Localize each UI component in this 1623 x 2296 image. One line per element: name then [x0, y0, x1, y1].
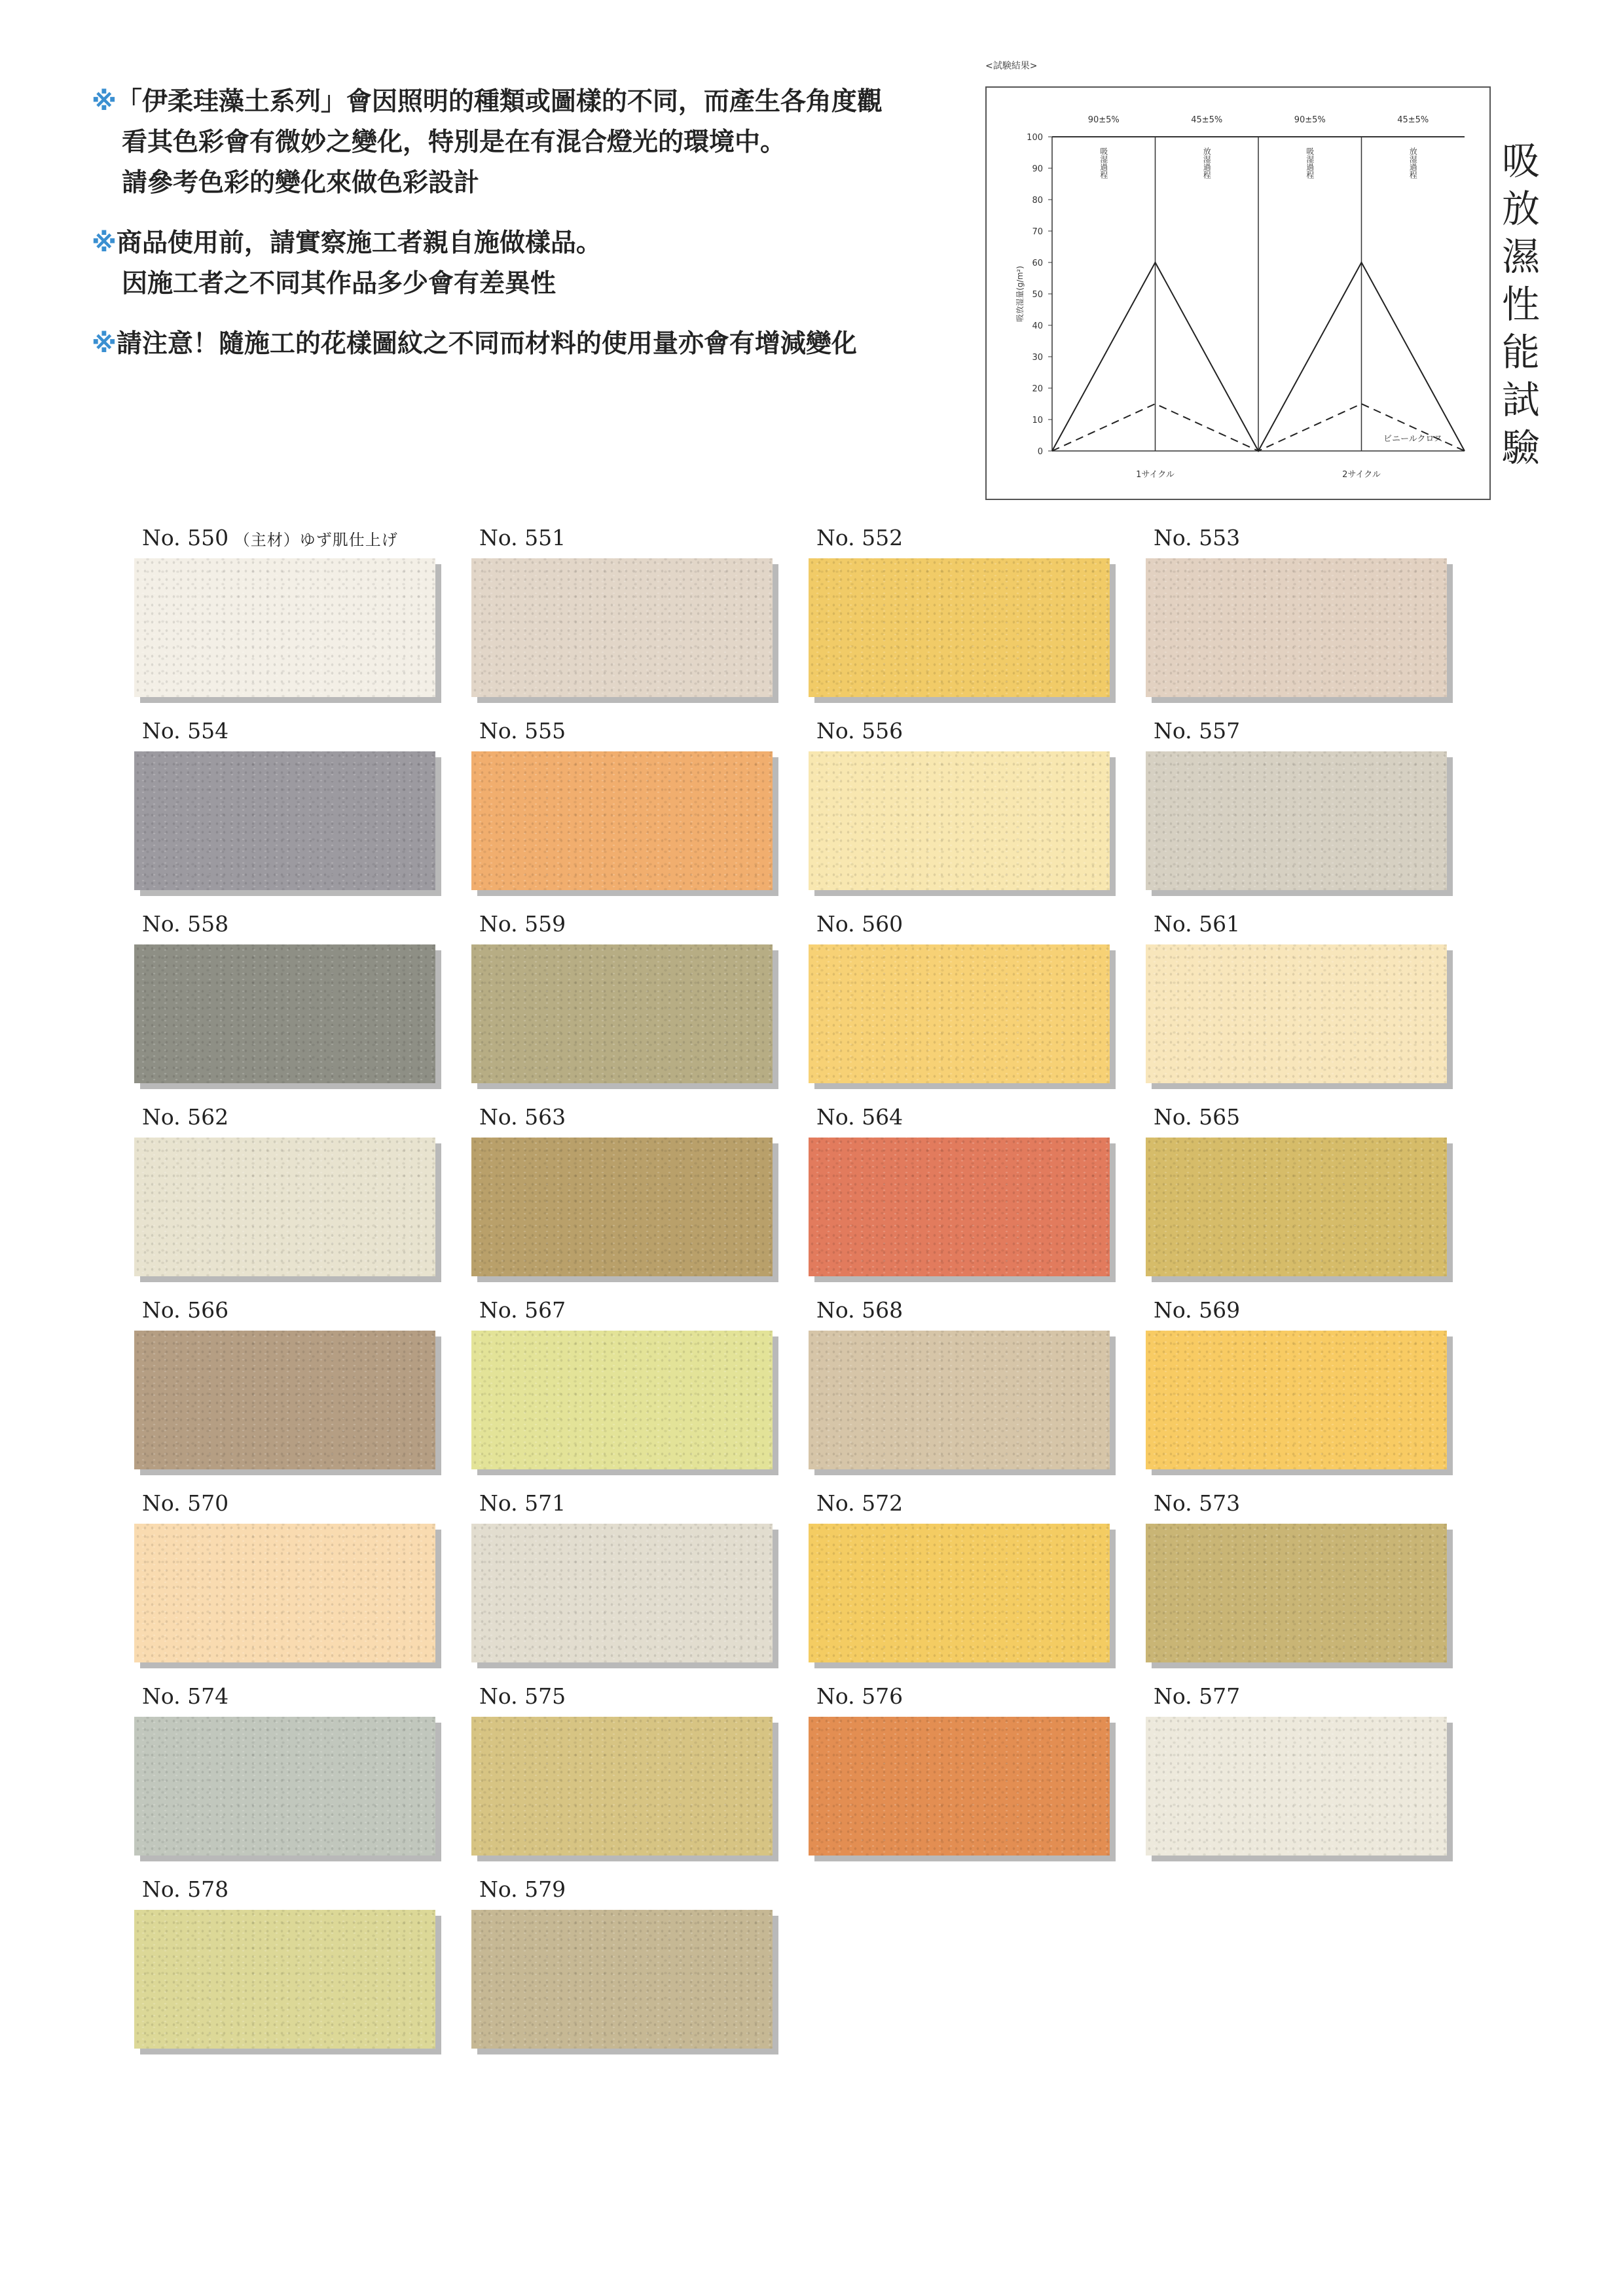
swatch-number: No. 568 — [816, 1297, 903, 1323]
color-chip — [471, 1331, 773, 1469]
color-chip — [134, 558, 435, 697]
y-tick-label: 100 — [1027, 133, 1043, 143]
swatch-label — [1154, 1103, 1240, 1132]
color-chip — [1146, 751, 1447, 890]
humidity-header: 45±5% — [1191, 115, 1223, 125]
color-chip — [1146, 1717, 1447, 1856]
swatch-label — [479, 524, 566, 552]
y-tick-label: 40 — [1032, 321, 1043, 331]
swatch-number: No. 570 — [142, 1490, 229, 1516]
phase-label: 放湿過程 — [1408, 147, 1418, 179]
swatch-label — [1154, 1682, 1240, 1711]
swatch-number: No. 559 — [479, 911, 566, 937]
humidity-header: 45±5% — [1397, 115, 1429, 125]
color-chip — [809, 751, 1110, 890]
color-chip — [809, 1331, 1110, 1469]
swatch-number: No. 551 — [479, 525, 566, 550]
swatch-label — [479, 1103, 566, 1132]
series-label: ビニールクロス — [1383, 434, 1443, 444]
note-line: 商品使用前，請實察施工者親自施做樣品。 — [116, 228, 602, 258]
swatch-number: No. 574 — [142, 1683, 229, 1709]
phase-label: 吸湿過程 — [1099, 147, 1108, 179]
cycle-label: 2サイクル — [1342, 470, 1381, 480]
y-tick-label: 10 — [1032, 416, 1043, 425]
swatch-label — [142, 524, 398, 552]
note-line: 請注意！隨施工的花樣圖紋之不同而材料的使用量亦會有增減變化 — [116, 329, 857, 359]
swatch-number: No. 554 — [142, 718, 229, 744]
notes — [92, 82, 982, 384]
swatch-number: No. 564 — [816, 1104, 903, 1130]
color-chip — [471, 1717, 773, 1856]
swatch-label — [479, 717, 566, 745]
swatch-label — [142, 1489, 228, 1518]
swatch-sublabel: （主材）ゆず肌仕上げ — [234, 531, 398, 549]
note-line: 「伊柔珪藻土系列」會因照明的種類或圖樣的不同，而產生各角度觀 — [116, 87, 883, 117]
swatch-number: No. 565 — [1154, 1104, 1241, 1130]
swatch-number: No. 556 — [816, 718, 903, 744]
swatch-label — [142, 1682, 228, 1711]
color-chip — [471, 558, 773, 697]
swatch-label — [479, 1296, 566, 1325]
color-chip — [134, 1717, 435, 1856]
color-chip — [809, 944, 1110, 1083]
note-mark: ※ — [92, 329, 117, 359]
swatch-label — [1154, 910, 1240, 939]
note-2 — [92, 223, 982, 304]
y-tick-label: 70 — [1032, 227, 1043, 237]
swatch-number: No. 569 — [1154, 1297, 1241, 1323]
note-3 — [92, 324, 982, 365]
color-chip — [1146, 558, 1447, 697]
color-chip — [809, 1717, 1110, 1856]
swatch-label — [479, 910, 566, 939]
note-mark: ※ — [92, 228, 117, 258]
swatch-number: No. 573 — [1154, 1490, 1241, 1516]
color-chip — [809, 558, 1110, 697]
y-tick-label: 80 — [1032, 196, 1043, 206]
color-chip — [471, 944, 773, 1083]
chart-svg — [987, 88, 1489, 499]
swatch-label — [816, 910, 903, 939]
y-tick-label: 60 — [1032, 259, 1043, 268]
y-tick-label: 90 — [1032, 164, 1043, 174]
color-chip — [1146, 1331, 1447, 1469]
swatch-number: No. 579 — [479, 1876, 566, 1902]
swatch-label — [479, 1875, 566, 1904]
color-chip — [1146, 944, 1447, 1083]
swatch-number: No. 572 — [816, 1490, 903, 1516]
swatch-label — [479, 1682, 566, 1711]
swatch-number: No. 552 — [816, 525, 903, 550]
chart-caption: <試験結果> — [985, 61, 1038, 71]
swatch-label — [1154, 717, 1240, 745]
note-line: 請參考色彩的變化來做色彩設計 — [122, 168, 480, 198]
swatch-label — [142, 1875, 228, 1904]
swatch-label — [816, 717, 903, 745]
swatch-label — [816, 524, 903, 552]
note-line: 因施工者之不同其作品多少會有差異性 — [122, 269, 556, 298]
swatch-number: No. 557 — [1154, 718, 1241, 744]
y-tick-label: 50 — [1032, 290, 1043, 300]
swatch-number: No. 577 — [1154, 1683, 1241, 1709]
swatch-label — [142, 1103, 228, 1132]
swatch-label — [1154, 1296, 1240, 1325]
swatch-label — [816, 1682, 903, 1711]
y-tick-label: 20 — [1032, 384, 1043, 394]
swatch-label — [816, 1489, 903, 1518]
color-chip — [471, 1524, 773, 1662]
swatch-number: No. 561 — [1154, 911, 1241, 937]
color-chip — [134, 944, 435, 1083]
swatch-label — [1154, 1489, 1240, 1518]
color-chip — [134, 1331, 435, 1469]
swatch-label — [142, 717, 228, 745]
swatch-number: No. 550 — [142, 525, 229, 550]
swatch-number: No. 566 — [142, 1297, 229, 1323]
swatch-label — [816, 1296, 903, 1325]
color-chip — [1146, 1524, 1447, 1662]
moisture-test-chart — [985, 59, 1489, 501]
swatch-number: No. 563 — [479, 1104, 566, 1130]
color-chip — [134, 751, 435, 890]
cycle-label: 1サイクル — [1136, 470, 1175, 480]
y-axis-label: 吸放湿量(g/m²) — [1015, 266, 1025, 322]
swatch-number: No. 576 — [816, 1683, 903, 1709]
swatch-number: No. 562 — [142, 1104, 229, 1130]
phase-label: 放湿過程 — [1202, 147, 1212, 179]
swatch-number: No. 567 — [479, 1297, 566, 1323]
swatch-number: No. 558 — [142, 911, 229, 937]
note-1 — [92, 82, 982, 204]
swatch-number: No. 555 — [479, 718, 566, 744]
color-chip — [134, 1524, 435, 1662]
color-chip — [809, 1524, 1110, 1662]
phase-label: 吸湿過程 — [1305, 147, 1315, 179]
swatch-number: No. 578 — [142, 1876, 229, 1902]
swatch-label — [816, 1103, 903, 1132]
humidity-header: 90±5% — [1294, 115, 1326, 125]
color-chip — [1146, 1138, 1447, 1276]
y-tick-label: 30 — [1032, 353, 1043, 363]
color-chip — [134, 1910, 435, 2049]
color-chip — [809, 1138, 1110, 1276]
color-chip — [471, 751, 773, 890]
chart-frame — [985, 86, 1491, 500]
note-line: 看其色彩會有微妙之變化，特別是在有混合燈光的環境中。 — [122, 128, 786, 157]
note-mark: ※ — [92, 87, 117, 117]
swatch-label — [142, 1296, 228, 1325]
color-chip — [471, 1910, 773, 2049]
humidity-header: 90±5% — [1087, 115, 1120, 125]
swatch-number: No. 560 — [816, 911, 903, 937]
color-chip — [134, 1138, 435, 1276]
swatch-label — [479, 1489, 566, 1518]
color-chip — [471, 1138, 773, 1276]
side-title: 吸放濕性能試驗 — [1501, 139, 1540, 470]
swatch-number: No. 553 — [1154, 525, 1241, 550]
swatch-label — [1154, 524, 1240, 552]
y-tick-label: 0 — [1037, 447, 1043, 457]
swatch-number: No. 571 — [479, 1490, 566, 1516]
swatch-number: No. 575 — [479, 1683, 566, 1709]
swatch-label — [142, 910, 228, 939]
